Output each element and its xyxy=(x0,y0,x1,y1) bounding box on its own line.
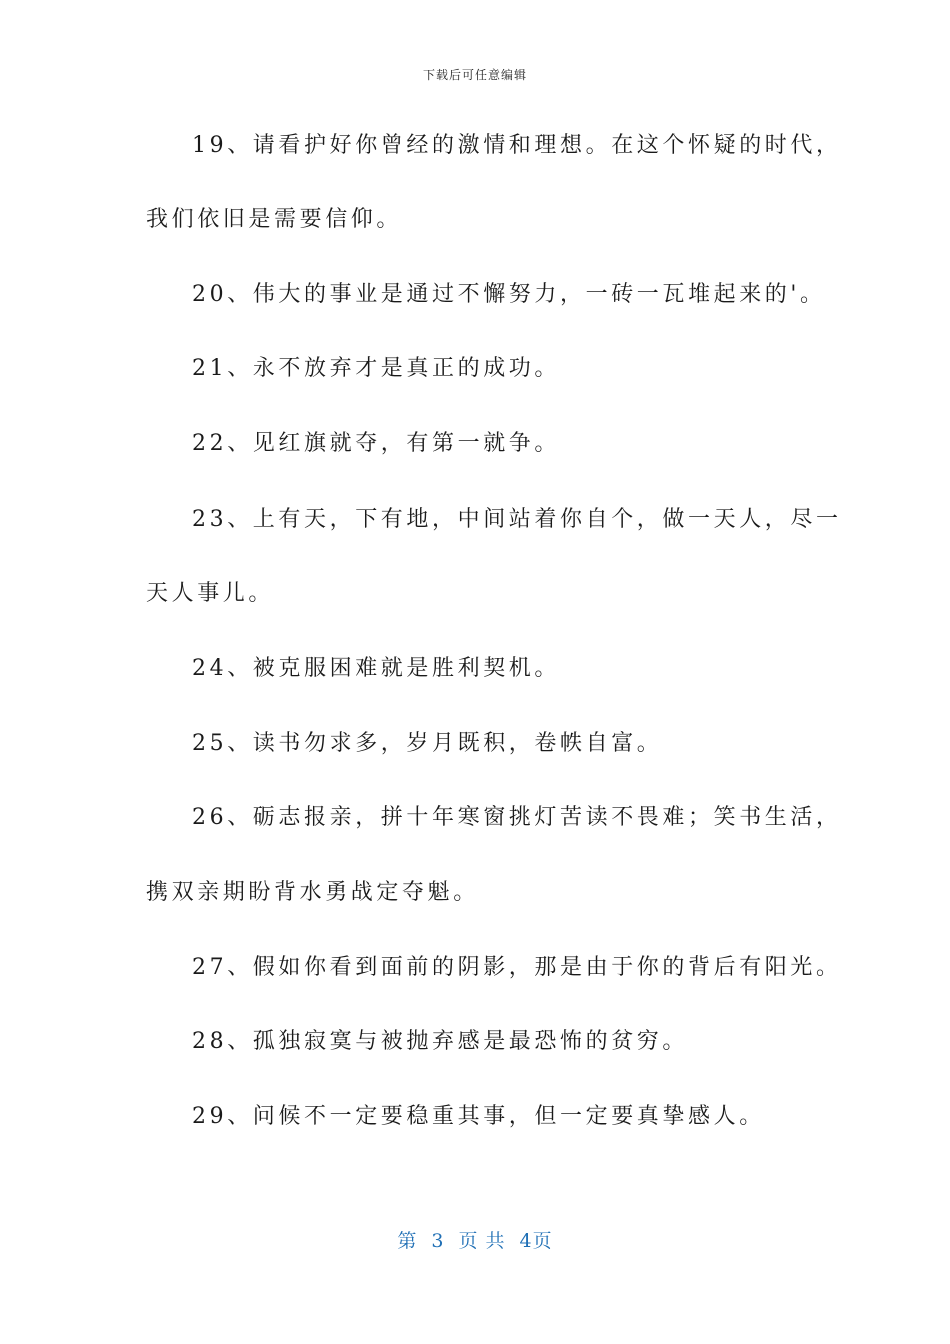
page-number-current: 3 xyxy=(431,1230,445,1252)
paragraph-line: 26、砺志报亲，拼十年寒窗挑灯苦读不畏难；笑书生活， xyxy=(192,805,842,830)
paragraph-line: 19、请看护好你曾经的激情和理想。在这个怀疑的时代， xyxy=(192,133,842,158)
page-footer xyxy=(0,1226,950,1253)
paragraph-line: 22、见红旗就夺，有第一就争。 xyxy=(192,431,560,456)
page-number-total: 4页 xyxy=(519,1230,553,1252)
paragraph-line: 20、伟大的事业是通过不懈努力，一砖一瓦堆起来的'。 xyxy=(192,282,826,307)
page-footer-middle: 页 共 xyxy=(458,1230,506,1252)
paragraph-line: 29、问候不一定要稳重其事，但一定要真挚感人。 xyxy=(192,1104,765,1129)
paragraph-line: 携双亲期盼背水勇战定夺魁。 xyxy=(146,880,479,905)
paragraph-line: 23、上有天，下有地，中间站着你自个，做一天人，尽一 xyxy=(192,507,842,532)
paragraph-line: 天人事儿。 xyxy=(146,581,275,606)
paragraph-line: 27、假如你看到面前的阴影，那是由于你的背后有阳光。 xyxy=(192,955,842,980)
paragraph-line: 21、永不放弃才是真正的成功。 xyxy=(192,356,560,381)
page-header: 下载后可任意编辑 xyxy=(422,68,527,82)
paragraph-line: 25、读书勿求多，岁月既积，卷帙自富。 xyxy=(192,731,663,756)
paragraph-line: 我们依旧是需要信仰。 xyxy=(146,207,403,232)
paragraph-line: 24、被克服困难就是胜利契机。 xyxy=(192,656,560,681)
page-footer-prefix: 第 xyxy=(397,1230,418,1252)
paragraph-line: 28、孤独寂寞与被抛弃感是最恐怖的贫穷。 xyxy=(192,1029,688,1054)
